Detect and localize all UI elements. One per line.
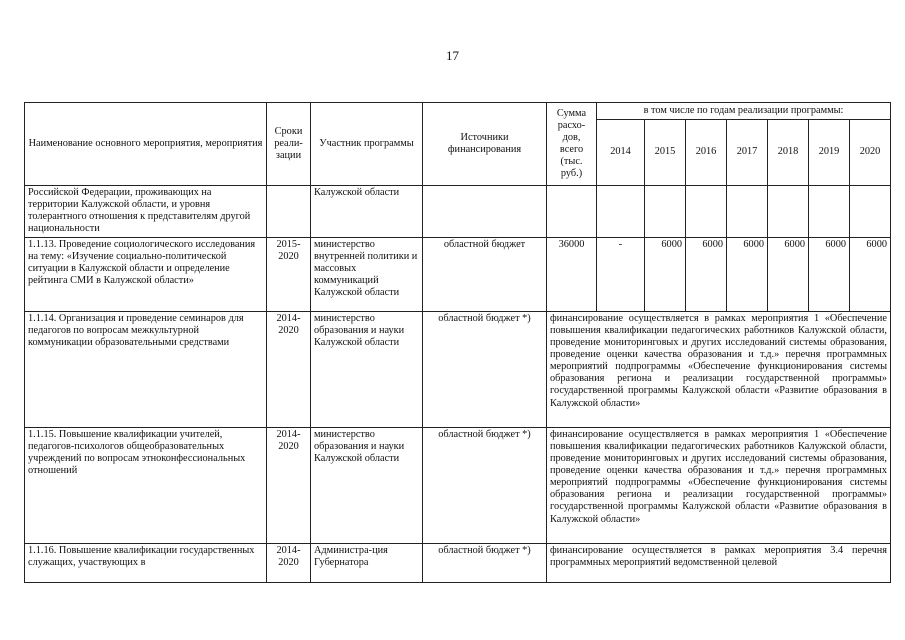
- row-year-value: [597, 186, 645, 238]
- table-row: [25, 427, 891, 543]
- header-year: 2017: [727, 120, 768, 186]
- header-by-years: в том числе по годам реализации программы:: [597, 103, 891, 120]
- row-participant: министерство образования и науки Калужской области: [311, 311, 423, 427]
- program-activities-table: [24, 102, 891, 583]
- row-name: Российской Федерации, проживающих на территории Калужской области, и уровня толерантного отношения к представителям другой национальности: [25, 186, 267, 238]
- row-financing-note: финансирование осуществляется в рамках мероприятия 1 «Обеспечение повышения квалификации педагогических работников Калужской области, проведение мониторинговых и других исследований системы образования, проведение оценки качества образования и т.д.» перечня программных мероприятий подпрограммы «Обеспечение функционирования системы образования региона и реализации государственной программы» государственной программы Калужской области «Развитие образования в Калужской области»: [547, 427, 891, 543]
- header-sources: Источники финансирования: [423, 103, 547, 186]
- header-terms: Сроки реали-зации: [267, 103, 311, 186]
- row-participant: Администра-ция Губернатора: [311, 543, 423, 582]
- row-year-value: [686, 186, 727, 238]
- row-sum: 36000: [547, 237, 597, 311]
- header-sum: Сумма расхо-дов, всего (тыс. руб.): [547, 103, 597, 186]
- table-header-row: [25, 103, 891, 120]
- row-sum: [547, 186, 597, 238]
- row-year-value: 6000: [645, 237, 686, 311]
- row-financing-note: финансирование осуществляется в рамках мероприятия 3.4 перечня программных мероприятий ведомственной целевой: [547, 543, 891, 582]
- header-participant: Участник программы: [311, 103, 423, 186]
- row-year-value: [727, 186, 768, 238]
- header-year: 2020: [850, 120, 891, 186]
- row-participant: министерство образования и науки Калужской области: [311, 427, 423, 543]
- row-year-value: 6000: [768, 237, 809, 311]
- row-name: 1.1.14. Организация и проведение семинаров для педагогов по вопросам межкультурной коммуникации образовательными средствами: [25, 311, 267, 427]
- row-year-value: 6000: [809, 237, 850, 311]
- row-name: 1.1.13. Проведение социологического исследования на тему: «Изучение социально-политической ситуации в Калужской области и определение рейтинга СМИ в Калужской области»: [25, 237, 267, 311]
- row-participant: министерство внутренней политики и массовых коммуникаций Калужской области: [311, 237, 423, 311]
- header-year: 2014: [597, 120, 645, 186]
- row-name: 1.1.15. Повышение квалификации учителей, педагогов-психологов общеобразовательных учреждений по вопросам этноконфессиональных отношений: [25, 427, 267, 543]
- page-number: 17: [446, 48, 459, 63]
- row-year-value: [809, 186, 850, 238]
- header-year: 2018: [768, 120, 809, 186]
- header-name: Наименование основного мероприятия, мероприятия: [25, 103, 267, 186]
- header-year: 2019: [809, 120, 850, 186]
- row-financing-note: финансирование осуществляется в рамках мероприятия 1 «Обеспечение повышения квалификации педагогических работников Калужской области, проведение мониторинговых и других исследований системы образования, проведение оценки качества образования и т.д.» перечня программных мероприятий подпрограммы «Обеспечение функционирования системы образования региона и реализации государственной программы» государственной программы Калужской области «Развитие образования в Калужской области»: [547, 311, 891, 427]
- row-year-value: -: [597, 237, 645, 311]
- row-source: [423, 186, 547, 238]
- row-year-value: 6000: [686, 237, 727, 311]
- row-terms: [267, 186, 311, 238]
- row-terms: 2014-2020: [267, 427, 311, 543]
- row-terms: 2015-2020: [267, 237, 311, 311]
- table-row: [25, 543, 891, 582]
- row-source: областной бюджет *): [423, 427, 547, 543]
- row-terms: 2014-2020: [267, 311, 311, 427]
- row-name: 1.1.16. Повышение квалификации государственных служащих, участвующих в: [25, 543, 267, 582]
- row-participant: Калужской области: [311, 186, 423, 238]
- row-source: областной бюджет: [423, 237, 547, 311]
- table-row: [25, 186, 891, 238]
- row-terms: 2014-2020: [267, 543, 311, 582]
- row-year-value: [850, 186, 891, 238]
- row-source: областной бюджет *): [423, 543, 547, 582]
- header-year: 2016: [686, 120, 727, 186]
- row-source: областной бюджет *): [423, 311, 547, 427]
- row-year-value: [645, 186, 686, 238]
- row-year-value: 6000: [850, 237, 891, 311]
- row-year-value: 6000: [727, 237, 768, 311]
- row-year-value: [768, 186, 809, 238]
- table-row: [25, 237, 891, 311]
- table-row: [25, 311, 891, 427]
- header-year: 2015: [645, 120, 686, 186]
